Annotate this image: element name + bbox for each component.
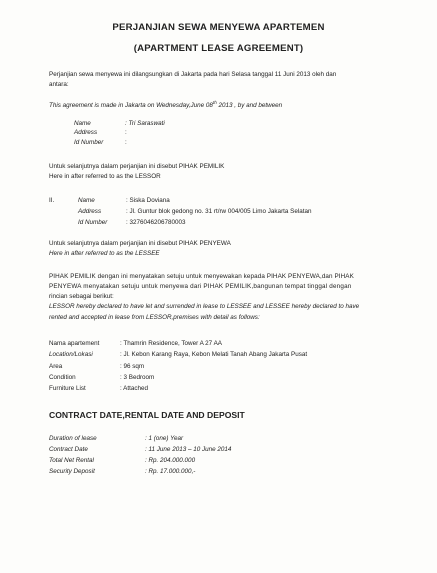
party2-name-label: Name <box>78 197 95 204</box>
apartment-name-label: Nama apartement <box>49 340 100 347</box>
apartment-furniture-label: Furniture List <box>49 385 86 392</box>
apartment-condition-label: Condition <box>49 374 76 381</box>
intro-english-text: This agreement is made in Jakarta on Wednesday,June 08 <box>49 102 213 110</box>
party1-name-label: Name <box>74 120 91 127</box>
apartment-name-value: : Thamrin Residence, Tower A 27 AA <box>120 340 222 347</box>
intro-english-line <box>49 98 282 110</box>
party2-address-value: : Jl. Guntur blok gedong no. 31 rt/rw 004/005 Limo Jakarta Selatan <box>126 208 312 215</box>
document-subtitle: (APARTMENT LEASE AGREEMENT) <box>133 43 304 54</box>
lessor-ref-english: Here in after referred to as the LESSOR <box>49 173 161 180</box>
party1-id-value: : <box>125 139 127 146</box>
agreement-english-line2: rented and accepted in lease from LESSOR,premises with detail as follows: <box>49 314 260 321</box>
agreement-english-line1: LESSOR hereby declared to have let and surrended in lease to LESSEE and LESSEE hereby declared to have <box>49 303 360 310</box>
party2-address-label: Address <box>78 208 102 215</box>
party2-id-value: : 3276046206780003 <box>126 219 186 226</box>
intro-english-sup: th <box>212 100 217 105</box>
contract-deposit-label: Security Deposit <box>49 468 95 475</box>
party2-id-label: Id Number <box>78 219 108 226</box>
contract-deposit-value: : Rp. 17.000.000,- <box>145 468 196 475</box>
contract-duration-label: Duration of lease <box>49 435 97 442</box>
party2-numeral: II. <box>49 197 55 204</box>
contract-duration-value: : 1 (one) Year <box>145 435 184 442</box>
contract-rental-label: Total Net Rental <box>49 457 94 464</box>
lessee-ref-indonesian: Untuk selanjutnya dalam perjanjian ini disebut PIHAK PENYEWA <box>49 240 231 247</box>
party1-address-value: : <box>125 129 127 136</box>
contract-date-value: : 11 June 2013 – 10 June 2014 <box>145 446 232 453</box>
contract-section-heading: CONTRACT DATE,RENTAL DATE AND DEPOSIT <box>49 410 245 420</box>
apartment-area-value: : 96 sqm <box>120 363 145 370</box>
lessee-ref-english: Here in after referred to as the LESSEE <box>49 250 160 257</box>
intro-english-tail: 2013 , by and between <box>216 102 283 110</box>
contract-date-label: Contract Date <box>49 446 88 453</box>
agreement-indonesian-line3: rincian sebagai berikut: <box>49 293 114 300</box>
agreement-indonesian-line1: PIHAK PEMILIK dengan ini menyatakan setuju untuk menyewakan kepada PIHAK PENYEWA,dan PIHAK <box>49 273 354 280</box>
party1-address-label: Address <box>74 129 98 136</box>
intro-indonesian-line1: Perjanjian sewa menyewa ini dilangsungkan di Jakarta pada hari Selasa tanggal 11 Juni 2013 oleh dan <box>49 71 337 78</box>
lessor-ref-indonesian: Untuk selanjutnya dalam perjanjian ini disebut PIHAK PEMILIK <box>49 163 225 170</box>
intro-indonesian-line2: antara: <box>49 81 69 88</box>
party1-name-value: : Tri Saraswati <box>125 120 165 127</box>
contract-rental-value: : Rp. 204.000.000 <box>145 457 196 464</box>
apartment-location-value: : Jl. Kebon Karang Raya, Kebon Melati Tanah Abang Jakarta Pusat <box>120 351 308 358</box>
apartment-area-label: Area <box>49 363 63 370</box>
party1-id-label: Id Number <box>74 139 104 146</box>
apartment-condition-value: : 3 Bedroom <box>120 374 155 381</box>
agreement-indonesian-line2: PENYEWA menyatakan setuju untuk menyewa dari PIHAK PEMILIK,bangunan tempat tinggal dengan <box>49 283 352 290</box>
apartment-furniture-value: : Attached <box>120 385 149 392</box>
party2-name-value: : Siska Doviana <box>126 197 170 204</box>
document-title: PERJANJIAN SEWA MENYEWA APARTEMEN <box>112 22 325 33</box>
apartment-location-label: Location/Lokasi <box>49 351 93 358</box>
